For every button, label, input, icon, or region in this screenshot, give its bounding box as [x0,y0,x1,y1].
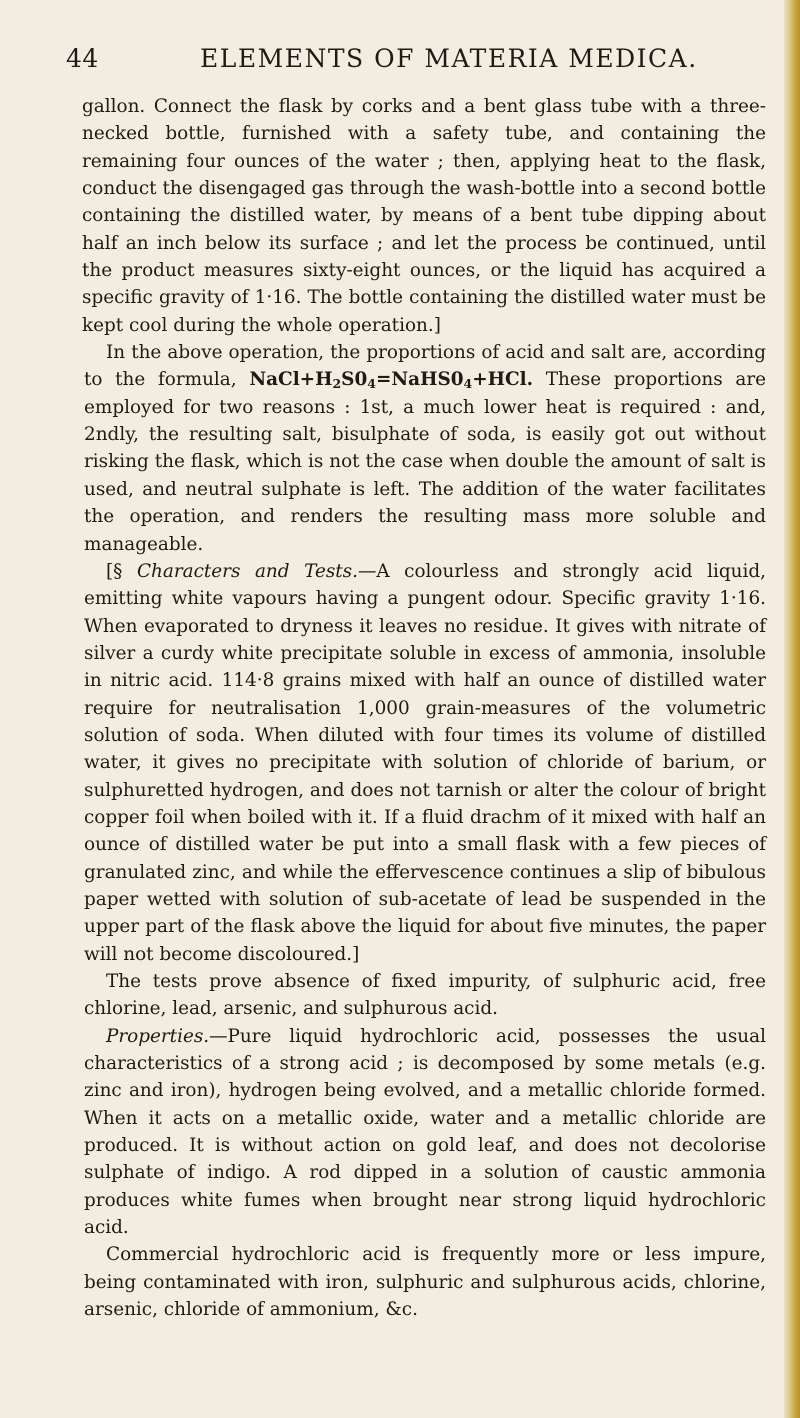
running-title: ELEMENTS OF MATERIA MEDICA. [200,44,698,73]
paragraph-commercial: Commercial hydrochloric acid is frequently more or less impure, being contaminated with iron, sulphuric and sulphurous acids, chlorine, arsenic, chloride of ammonium, &c. [84,1244,766,1321]
paragraph-properties [84,1023,766,1242]
formula-part: +HCl. [472,369,534,391]
page-edge [784,0,800,1418]
chemical-formula [249,369,533,390]
formula-subscript: 4 [463,376,473,392]
page-number: 44 [66,44,99,73]
section-heading-characters-and-tests: Characters and Tests. [136,560,358,582]
paragraph-characters-and-tests [84,558,766,968]
paragraph-preparation-continued: gallon. Connect the flask by corks and a bent glass tube with a three-necked bottle, furnished with a safety tube, and containing the remaining four ounces of the water ; then, applying heat to the flask, conduct the disengaged gas through the wash-bottle into a second bottle containing the distilled water, by means of a bent tube dipping about half an inch below its surface ; and let the process be continued, until the product measures sixty-eight ounces, or the liquid has acquired a specific gravity of 1·16. The bottle containing the distilled water must be kept cool during the whole operation.] [82,96,766,336]
formula-subscript: 4 [367,376,376,392]
characters-and-tests-body: —A colourless and strongly acid liquid, emitting white vapours having a pungent odour. Specific gravity 1·16. When evaporated to dryness it leaves no residue. It gives with nitrate of silver a curdy white precipitate soluble in excess of ammonia, insoluble in nitric acid. 114·8 grains mixed with half an ounce of distilled water require for neutralisation 1,000 grain-measures of the volumetric solution of soda. When diluted with four times its volume of distilled water, it gives no precipitate with solution of chloride of barium, or sulphuretted hydrogen, and does not tarnish or alter the colour of bright copper foil when boiled with it. If a fluid drachm of it mixed with half an ounce of distilled water be put into a small flask with a few pieces of granulated zinc, and while the effervescence continues a slip of bibulous paper wetted with solution of sub-acetate of lead be suspended in the upper part of the flask above the liquid for about five minutes, the paper will not become discoloured.] [84,560,766,965]
bracket-section-mark: [§ [106,560,123,582]
formula-part: =NaHS0 [375,369,464,391]
section-heading-properties: Properties. [106,1025,210,1047]
body-text [84,93,766,1323]
properties-body: —Pure liquid hydrochloric acid, possesses the usual characteristics of a strong acid ; is decomposed by some metals (e.g. zinc and iron), hydrogen being evolved, and a metallic chloride formed. When it acts on a metallic oxide, water and a metallic chloride are produced. It is without action on gold leaf, and does not decolorise sulphate of indigo. A rod dipped in a solution of caustic ammonia produces white fumes when brought near strong liquid hydrochloric acid. [84,1025,766,1239]
formula-part: S0 [341,369,368,391]
formula-part: NaCl+H [249,369,333,391]
proportions-text-end: These proportions are employed for two reasons : 1st, a much lower heat is required : and, 2ndly, the resulting salt, bisulphate of soda, is easily got out without risking the flask, which is not the case when double the amount of salt is used, and neutral sulphate is left. The addition of the water facilitates the operation, and renders the resulting mass more soluble and manageable. [84,369,767,555]
proportions-text-start: In the above operation, the proportions of acid and salt are, according to the formula, [84,342,766,391]
formula-subscript: 2 [332,376,342,392]
paragraph-proportions [84,339,766,558]
paragraph-tests-prove: The tests prove absence of fixed impurity, of sulphuric acid, free chlorine, lead, arsenic, and sulphurous acid. [84,971,766,1020]
page-header [66,44,766,84]
